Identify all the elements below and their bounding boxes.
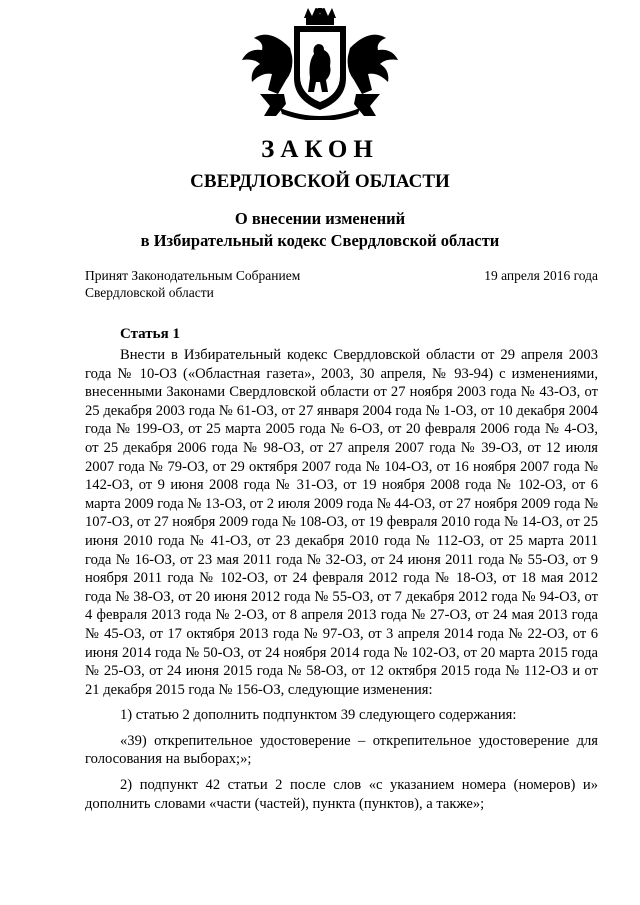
law-subtitle xyxy=(0,208,640,252)
adoption-info xyxy=(85,267,300,301)
subtitle-line: в Избирательный кодекс Свердловской области xyxy=(140,231,500,250)
subtitle-line: О внесении изменений xyxy=(234,209,406,228)
article-paragraph: 1) статью 2 дополнить подпунктом 39 следующего содержания: xyxy=(120,707,517,724)
region-title: СВЕРДЛОВСКОЙ ОБЛАСТИ xyxy=(190,171,450,192)
adoption-date: 19 апреля 2016 года xyxy=(484,268,598,283)
article-paragraph: 2) подпункт 42 статьи 2 после слов «с указанием номера (номеров) и» дополнить словами «части (частей), пункта (пунктов), а также»; xyxy=(85,777,598,812)
law-title: ЗАКОН xyxy=(261,136,379,163)
article-body xyxy=(85,346,598,813)
coat-of-arms-icon xyxy=(240,8,400,120)
article-paragraph: Внести в Избирательный кодекс Свердловской области от 29 апреля 2003 года № 10-ОЗ («Областная газета», 2003, 30 апреля, № 93-94) с изменениями, внесенными Законами Свердловской области от 27 ноября 2003 года № 43-ОЗ, от 25 декабря 2003 года № 61-ОЗ, от 27 января 2004 года № 1-ОЗ, от 10 декабря 2004 года № 199-ОЗ, от 25 марта 2005 года № 6-ОЗ, от 20 февраля 2006 года № 4-ОЗ, от 25 декабря 2006 года № 98-ОЗ, от 27 апреля 2007 года № 39-ОЗ, от 12 июля 2007 года № 79-ОЗ, от 29 октября 2007 года № 104-ОЗ, от 16 ноября 2007 года № 142-ОЗ, от 9 июня 2008 года № 31-ОЗ, от 19 ноября 2008 года № 102-ОЗ, от 6 марта 2009 года № 13-ОЗ, от 2 июля 2009 года № 44-ОЗ, от 27 ноября 2009 года № 107-ОЗ, от 27 ноября 2009 года № 108-ОЗ, от 19 февраля 2010 года № 14-ОЗ, от 25 июня 2010 года № 41-ОЗ, от 23 декабря 2010 года № 112-ОЗ, от 25 марта 2011 года № 16-ОЗ, от 23 мая 2011 года № 32-ОЗ, от 24 июня 2011 года № 55-ОЗ, от 9 ноября 2011 года № 102-ОЗ, от 24 февраля 2012 года № 18-ОЗ, от 18 мая 2012 года № 38-ОЗ, от 20 июня 2012 года № 55-ОЗ, от 7 декабря 2012 года № 94-ОЗ, от 4 февраля 2013 года № 2-ОЗ, от 8 апреля 2013 года № 27-ОЗ, от 24 мая 2013 года № 45-ОЗ, от 17 октября 2013 года № 97-ОЗ, от 3 апреля 2014 года № 22-ОЗ, от 6 июня 2014 года № 50-ОЗ, от 24 ноября 2014 года № 102-ОЗ, от 20 марта 2015 года № 25-ОЗ, от 24 июня 2015 года № 58-ОЗ, от 12 октября 2015 года № 112-ОЗ и от 21 декабря 2015 года № 156-ОЗ, следующие изменения: xyxy=(85,347,598,698)
article-paragraph: «39) открепительное удостоверение – открепительное удостоверение для голосования на выборах;»; xyxy=(85,732,598,768)
article-heading: Статья 1 xyxy=(120,326,180,342)
adoption-line: Свердловской области xyxy=(85,285,214,300)
adoption-line: Принят Законодательным Собранием xyxy=(85,268,301,283)
